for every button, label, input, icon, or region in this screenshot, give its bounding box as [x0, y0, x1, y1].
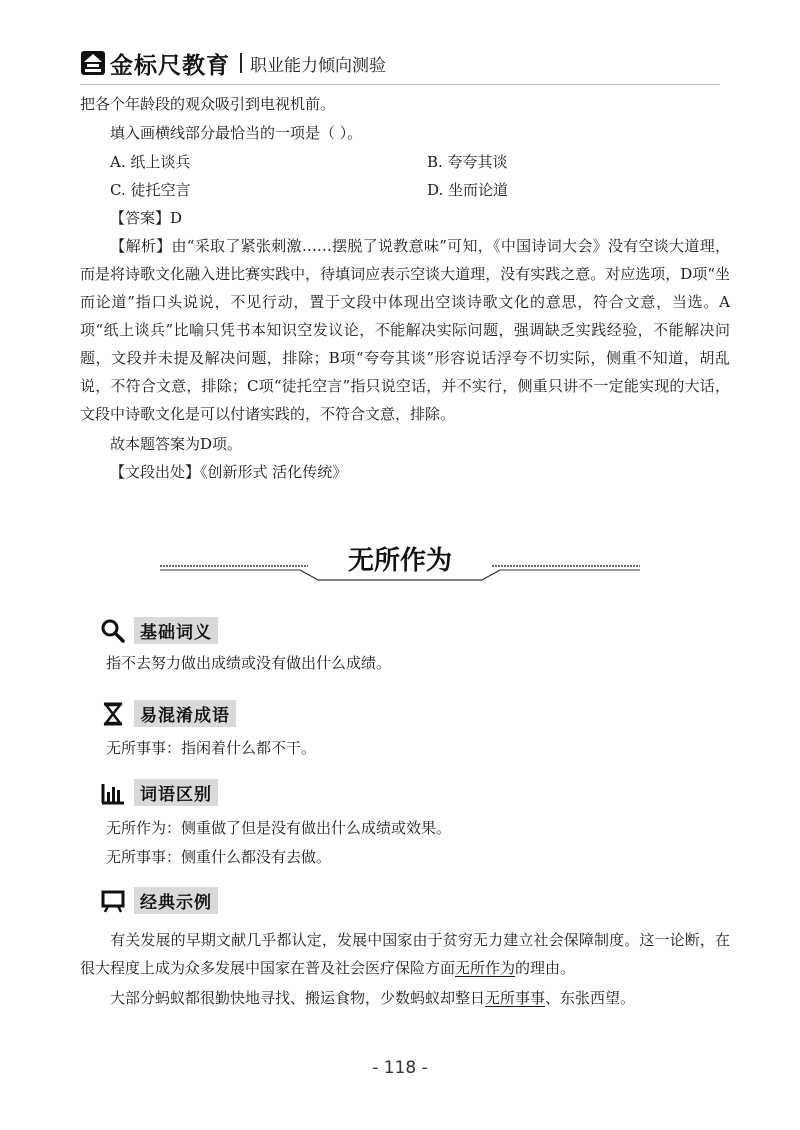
example-2-term: 无所事事 — [485, 989, 546, 1007]
example-2-post: 、东张西望。 — [545, 989, 636, 1007]
example-1-pre: 有关发展的早期文献几乎都认定，发展中国家由于贫穷无力建立社会保障制度。这一论断，在很大程度上成为众多发展中国家在普及社会医疗保险方面 — [80, 931, 730, 977]
example-1-post: 的理由。 — [515, 959, 576, 977]
option-d: D. 坐而论道 — [427, 181, 509, 199]
brand-name: 金标尺教育 — [110, 52, 230, 79]
example-2-pre: 大部分蚂蚁都很勤快地寻找、搬运食物，少数蚂蚁却整日 — [110, 989, 486, 1007]
conclusion-line: 故本题答案为D项。 — [110, 435, 243, 453]
section-confusing-label: 易混淆成语 — [134, 700, 236, 727]
section-basic-label: 基础词义 — [134, 617, 218, 644]
option-c: C. 徒托空言 — [110, 181, 191, 199]
analysis-label: 【解析】 — [110, 237, 172, 255]
distinction-line-1: 无所作为：侧重做了但是没有做出什么成绩或效果。 — [106, 819, 452, 837]
header-subtitle: 职业能力倾向测验 — [250, 55, 386, 76]
section-confusing-idioms — [100, 700, 236, 727]
section-distinction-label: 词语区别 — [134, 779, 218, 806]
answer-line: 【答案】D — [110, 209, 183, 227]
brand-logo-icon — [80, 50, 106, 76]
hourglass-icon — [100, 701, 126, 727]
source-line: 【文段出处】《创新形式 活化传统》 — [110, 463, 348, 481]
analysis-text: 由“采取了紧张刺激……摆脱了说教意味”可知，《中国诗词大会》没有空谈大道理，而是将诗歌文化融入进比赛实践中，待填词应表示空谈大道理，没有实践之意。对应选项，D项“坐而论道”指口头说说，不见行动，置于文段中体现出空谈诗歌文化的意思，符合文意，当选。A项“纸上谈兵”比喻只凭书本知识空发议论，不能解决实际问题，强调缺乏实践经验，不能解决问题，文段并未提及解决问题，排除；B项“夸夸其谈”形容说话浮夸不切实际，侧重不知道，胡乱说，不符合文意，排除；C项“徒托空言”指只说空话，并不实行，侧重只讲不一定能实现的大话，文段中诗歌文化是可以付诸实践的，不符合文意，排除。 — [80, 237, 730, 423]
header-rule — [80, 84, 720, 85]
example-2 — [80, 984, 730, 1012]
option-b: B. 夸夸其谈 — [427, 153, 508, 171]
question-prompt: 填入画横线部分最恰当的一项是（ ）。 — [110, 124, 363, 142]
magnifier-icon — [100, 618, 126, 644]
section-classic-examples — [100, 887, 218, 914]
basic-meaning-text: 指不去努力做出成绩或没有做出什么成绩。 — [106, 654, 392, 672]
blackboard-icon — [100, 888, 126, 914]
confusing-idiom-text: 无所事事：指闲着什么都不干。 — [106, 739, 317, 757]
entry-title: 无所作为 — [347, 546, 452, 576]
section-basic-meaning — [100, 617, 218, 644]
example-1-term: 无所作为 — [455, 959, 516, 977]
question-intro-tail: 把各个年龄段的观众吸引到电视机前。 — [80, 95, 336, 113]
analysis-paragraph — [80, 232, 730, 428]
example-1 — [80, 926, 730, 982]
page-number: - 118 - — [372, 1058, 428, 1078]
section-examples-label: 经典示例 — [134, 887, 218, 914]
header-divider — [240, 53, 242, 73]
entry-title-banner — [160, 536, 640, 586]
page-header — [80, 46, 386, 80]
option-a: A. 纸上谈兵 — [110, 153, 191, 171]
section-word-distinction — [100, 779, 218, 806]
distinction-line-2: 无所事事：侧重什么都没有去做。 — [106, 848, 332, 866]
brand-logo — [80, 47, 230, 80]
bar-chart-icon — [100, 780, 126, 806]
